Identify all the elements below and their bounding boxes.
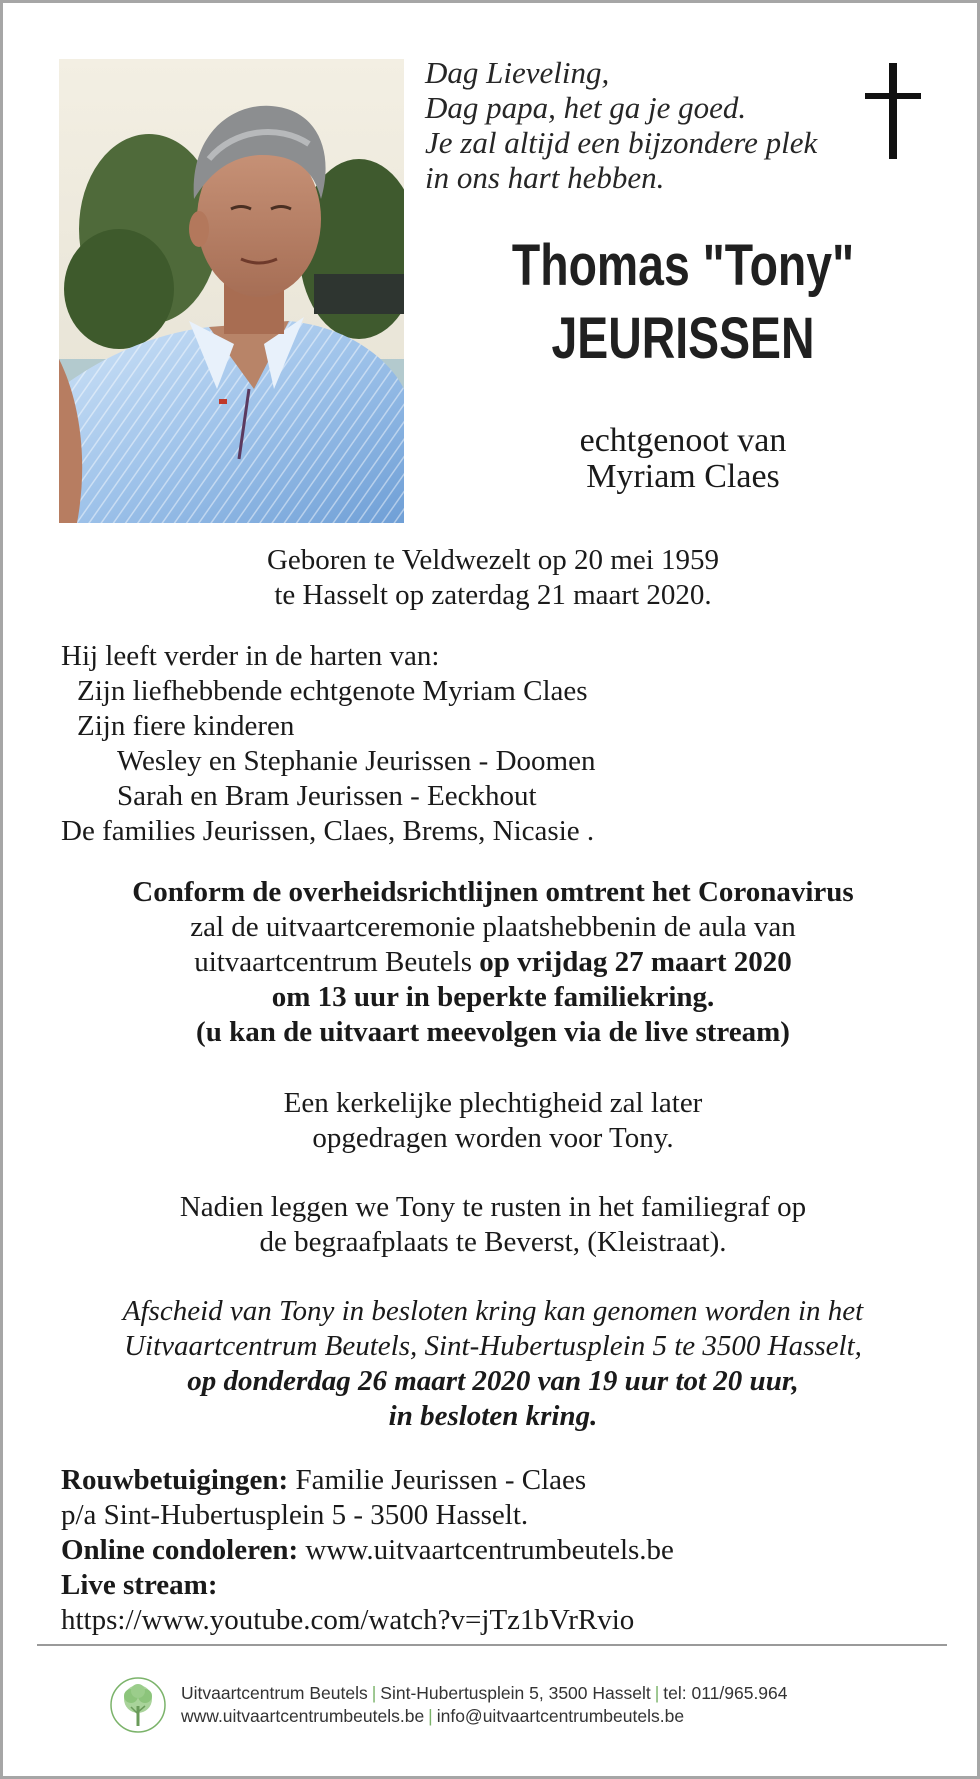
ceremony-line: zal de uitvaartceremonie plaatshebbenin de aula van bbox=[190, 911, 796, 943]
birth-line: Geboren te Veldwezelt op 20 mei 1959 bbox=[266, 544, 720, 576]
spouse-name: Myriam Claes bbox=[586, 458, 780, 495]
footer-separator: | bbox=[654, 1683, 660, 1703]
farewell-line: op donderdag 26 maart 2020 van 19 uur tot 20 uur, bbox=[187, 1365, 799, 1397]
condolences-label: Rouwbetuigingen: bbox=[61, 1464, 289, 1496]
stream-link[interactable]: https://www.youtube.com/watch?v=jTz1bVrRvio bbox=[61, 1604, 635, 1636]
poem-line: Dag Lieveling, bbox=[425, 55, 610, 90]
ceremony-line bbox=[43, 945, 943, 980]
family-intro: Hij leeft verder in de harten van: bbox=[61, 640, 440, 672]
ceremony-line: om 13 uur in beperkte familiekring. bbox=[271, 981, 715, 1013]
tree-logo-icon bbox=[109, 1676, 167, 1734]
portrait-photo bbox=[59, 59, 404, 523]
footer-divider bbox=[37, 1644, 947, 1646]
family-wife: Zijn liefhebbende echtgenote Myriam Claes bbox=[77, 675, 588, 707]
church-info bbox=[43, 1086, 943, 1156]
online-line bbox=[61, 1533, 674, 1568]
condolences-address: p/a Sint-Hubertusplein 5 - 3500 Hasselt. bbox=[61, 1499, 529, 1531]
portrait-illustration bbox=[59, 59, 404, 523]
farewell-line: Uitvaartcentrum Beutels, Sint-Hubertusplein 5 te 3500 Hasselt, bbox=[124, 1330, 862, 1362]
church-line: Een kerkelijke plechtigheid zal later bbox=[283, 1087, 703, 1119]
online-link[interactable]: www.uitvaartcentrumbeutels.be bbox=[298, 1534, 674, 1566]
ceremony-venue: uitvaartcentrum Beutels bbox=[194, 946, 480, 978]
footer-phone: tel: 011/965.964 bbox=[663, 1683, 788, 1703]
contact-info bbox=[61, 1463, 674, 1638]
farewell-line: Afscheid van Tony in besloten kring kan genomen worden in het bbox=[122, 1295, 864, 1327]
family-list bbox=[61, 639, 595, 849]
first-name: Thomas "Tony" bbox=[511, 233, 855, 298]
poem-line: in ons hart hebben. bbox=[425, 160, 665, 195]
deceased-name bbox=[483, 231, 883, 377]
footer-separator: | bbox=[371, 1683, 377, 1703]
condolences-line bbox=[61, 1463, 674, 1498]
ceremony-line: (u kan de uitvaart meevolgen via de live stream) bbox=[196, 1016, 790, 1048]
burial-info bbox=[43, 1190, 943, 1260]
death-line: te Hasselt op zaterdag 21 maart 2020. bbox=[274, 579, 712, 611]
burial-line: de begraafplaats te Beverst, (Kleistraat). bbox=[259, 1226, 727, 1258]
footer-company: Uitvaartcentrum Beutels bbox=[181, 1683, 368, 1703]
spouse-info bbox=[483, 423, 883, 495]
family-child: Sarah en Bram Jeurissen - Eeckhout bbox=[117, 780, 537, 812]
footer-text bbox=[181, 1682, 788, 1728]
poem-line: Je zal altijd een bijzondere plek bbox=[425, 125, 818, 160]
footer-website[interactable]: www.uitvaartcentrumbeutels.be bbox=[181, 1706, 425, 1726]
online-label: Online condoleren: bbox=[61, 1534, 299, 1566]
poem-line: Dag papa, het ga je goed. bbox=[425, 90, 747, 125]
farewell-line: in besloten kring. bbox=[388, 1400, 598, 1432]
stream-label: Live stream: bbox=[61, 1569, 218, 1601]
poem bbox=[425, 55, 817, 195]
footer bbox=[109, 1676, 788, 1734]
life-dates bbox=[43, 543, 943, 613]
ceremony-line: Conform de overheidsrichtlijnen omtrent het Coronavirus bbox=[132, 876, 854, 908]
family-children-label: Zijn fiere kinderen bbox=[77, 710, 295, 742]
footer-email[interactable]: info@uitvaartcentrumbeutels.be bbox=[436, 1706, 685, 1726]
ceremony-info bbox=[43, 875, 943, 1050]
farewell-info bbox=[43, 1294, 943, 1434]
family-families: De families Jeurissen, Claes, Brems, Nicasie . bbox=[61, 815, 595, 847]
last-name: JEURISSEN bbox=[551, 306, 815, 371]
church-line: opgedragen worden voor Tony. bbox=[312, 1122, 674, 1154]
footer-line-1 bbox=[181, 1682, 788, 1705]
footer-separator: | bbox=[428, 1706, 433, 1726]
footer-address: Sint-Hubertusplein 5, 3500 Hasselt bbox=[380, 1683, 651, 1703]
cross-icon bbox=[865, 63, 921, 159]
footer-line-2 bbox=[181, 1705, 788, 1728]
ceremony-date: op vrijdag 27 maart 2020 bbox=[479, 946, 792, 978]
burial-line: Nadien leggen we Tony te rusten in het familiegraf op bbox=[179, 1191, 807, 1223]
family-child: Wesley en Stephanie Jeurissen - Doomen bbox=[117, 745, 596, 777]
condolences-value: Familie Jeurissen - Claes bbox=[288, 1464, 587, 1496]
spouse-line: echtgenoot van bbox=[579, 422, 787, 459]
